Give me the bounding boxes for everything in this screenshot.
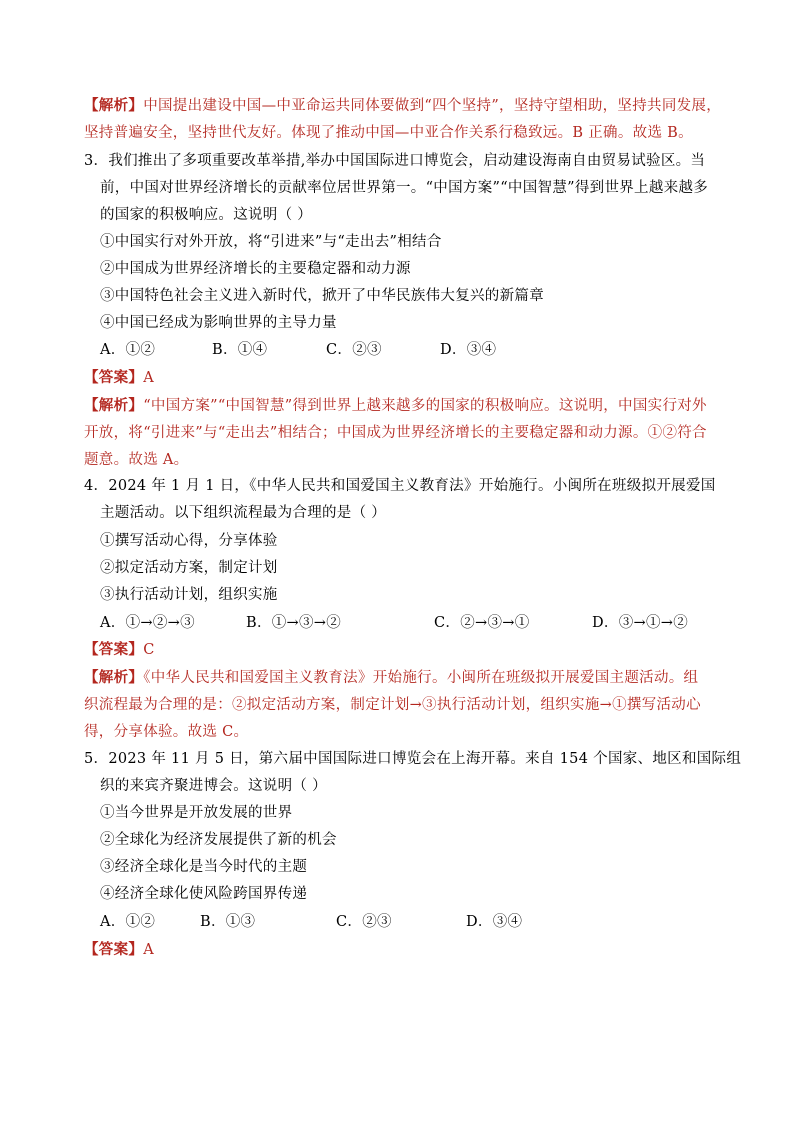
q3-item: ①中国实行对外开放，将“引进来”与“走出去”相结合: [100, 234, 442, 250]
q4-answer: [84, 640, 155, 660]
analysis-tag: 【解析】: [84, 97, 144, 114]
q4-item: ②拟定活动方案，制定计划: [100, 560, 278, 576]
answer-value: C: [143, 642, 155, 658]
q5-item: ③经济全球化是当今时代的主题: [100, 859, 308, 875]
option-c: C．②③: [326, 342, 382, 358]
q3-answer: [84, 368, 154, 388]
q4-item: ①撰写活动心得，分享体验: [100, 533, 278, 549]
q4-stem: 主题活动。以下组织流程最为合理的是（ ）: [100, 505, 387, 521]
option-b: B．①→③→②: [246, 615, 342, 631]
q5-item: ②全球化为经济发展提供了新的机会: [100, 832, 337, 848]
option-d: D．③④: [466, 914, 523, 930]
q3-stem: 的国家的积极响应。这说明（ ）: [100, 207, 313, 223]
analysis-text: “中国方案”“中国智慧”得到世界上越来越多的国家的积极响应。这说明，中国实行对外: [143, 398, 707, 414]
answer-tag: 【答案】: [84, 641, 144, 658]
option-c: C．②③: [336, 914, 392, 930]
q4-analysis-line: 织流程最为合理的是：②拟定活动方案，制定计划→③执行活动计划，组织实施→①撰写活动心: [84, 697, 701, 713]
answer-tag: 【答案】: [84, 369, 144, 386]
q2-analysis-line: 坚持普遍安全，坚持世代友好。体现了推动中国—中亚合作关系行稳致远。B 正确。故选 B。: [84, 125, 693, 141]
analysis-tag: 【解析】: [84, 669, 144, 686]
q4-analysis-line: [84, 668, 698, 688]
q3-item: ③中国特色社会主义进入新时代，掀开了中华民族伟大复兴的新篇章: [100, 288, 544, 304]
q5-item: ①当今世界是开放发展的世界: [100, 805, 293, 821]
analysis-text: 中国提出建设中国—中亚命运共同体要做到“四个坚持”，坚持守望相助，坚持共同发展，: [143, 98, 722, 114]
q4-analysis-line: 得，分享体验。故选 C。: [84, 724, 249, 740]
option-d: D．③→①→②: [592, 615, 689, 631]
answer-value: A: [143, 942, 154, 958]
answer-value: A: [143, 370, 154, 386]
analysis-text: 《中华人民共和国爱国主义教育法》开始施行。小闽所在班级拟开展爱国主题活动。组: [143, 670, 699, 686]
option-a: A．①②: [100, 914, 156, 930]
answer-tag: 【答案】: [84, 941, 144, 958]
q5-stem: 织的来宾齐聚进博会。这说明（ ）: [100, 778, 327, 794]
option-a: A．①②: [100, 342, 156, 358]
q3-analysis-line: 开放，将“引进来”与“走出去”相结合；中国成为世界经济增长的主要稳定器和动力源。①②符合: [84, 425, 707, 441]
q5-item: ④经济全球化使风险跨国界传递: [100, 886, 308, 902]
q3-stem: 前，中国对世界经济增长的贡献率位居世界第一。“中国方案”“中国智慧”得到世界上越来越多: [100, 180, 709, 196]
option-c: C．②→③→①: [434, 615, 530, 631]
q5-stem: 5．2023 年 11 月 5 日，第六届中国国际进口博览会在上海开幕。来自 154 个国家、地区和国际组: [84, 751, 742, 767]
q3-item: ②中国成为世界经济增长的主要稳定器和动力源: [100, 261, 411, 277]
q3-item: ④中国已经成为影响世界的主导力量: [100, 315, 337, 331]
q4-item: ③执行活动计划，组织实施: [100, 587, 278, 603]
q3-stem: 3．我们推出了多项重要改革举措,举办中国国际进口博览会，启动建设海南自由贸易试验区。当: [84, 153, 706, 169]
option-b: B．①③: [200, 914, 256, 930]
option-a: A．①→②→③: [100, 615, 195, 631]
analysis-tag: 【解析】: [84, 397, 144, 414]
q2-analysis-line: [84, 96, 721, 116]
q3-analysis-line: 题意。故选 A。: [84, 452, 189, 468]
q3-analysis-line: [84, 396, 707, 416]
option-d: D．③④: [440, 342, 497, 358]
q5-answer: [84, 940, 154, 960]
q4-stem: 4．2024 年 1 月 1 日，《中华人民共和国爱国主义教育法》开始施行。小闽所在班级拟开展爱国: [84, 478, 716, 494]
option-b: B．①④: [212, 342, 268, 358]
